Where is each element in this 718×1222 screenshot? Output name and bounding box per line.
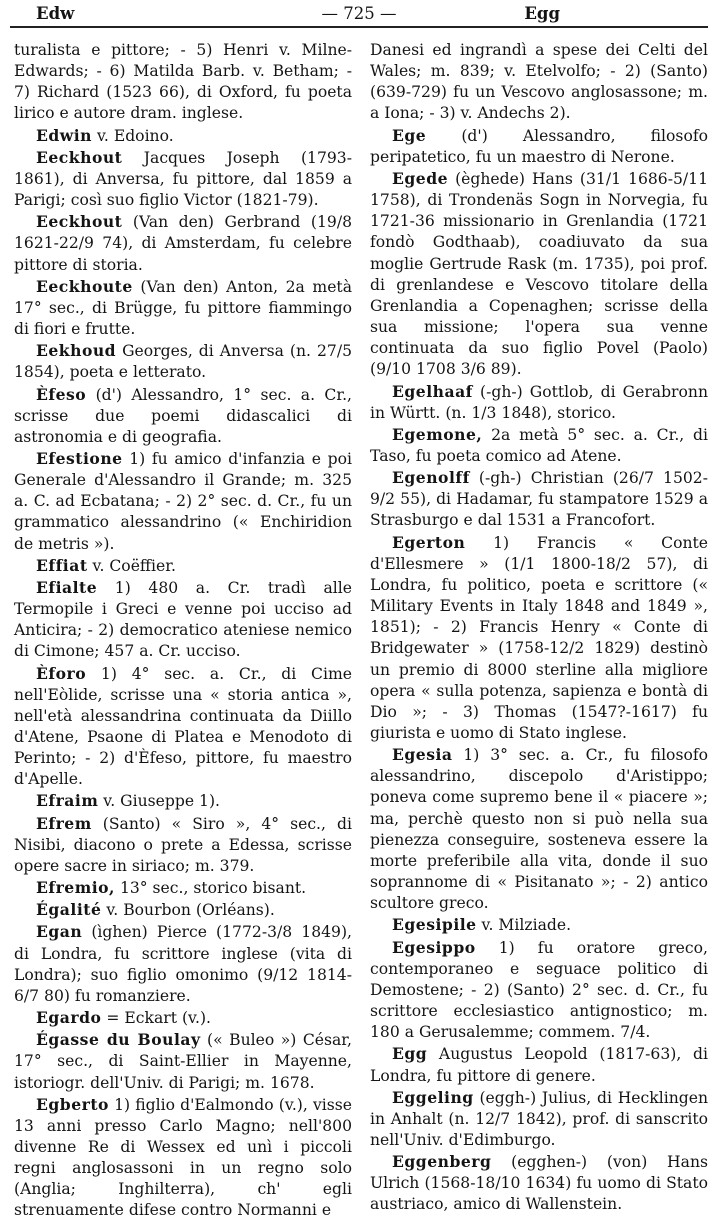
entry-headword: Edwin	[36, 125, 92, 145]
entry-headword: Eeckhoute	[36, 276, 133, 296]
dictionary-entry	[14, 877, 352, 899]
dictionary-entry	[14, 211, 352, 275]
entry-headword: Eggenberg	[392, 1152, 492, 1172]
entry-headword: Eeckhout	[36, 147, 123, 167]
entry-headword: Egardo	[36, 1008, 102, 1028]
entry-headword: Ege	[392, 125, 427, 145]
dictionary-entry	[370, 1151, 708, 1215]
dictionary-entry	[14, 147, 352, 211]
entry-headword: Eeckhout	[36, 212, 123, 232]
dictionary-entry	[370, 744, 708, 914]
entry-headword: Efestione	[36, 448, 123, 468]
dictionary-entry	[370, 168, 708, 381]
entry-headword: Efraim	[36, 791, 99, 811]
dictionary-entry	[14, 384, 352, 448]
entry-headword: Efialte	[36, 577, 98, 597]
entry-text: Jacques Joseph (1793-1861), di Anversa, fu pittore, dal 1859 a Parigi; così suo figlio Victor (1821-79).	[14, 148, 352, 210]
dictionary-entry	[370, 381, 708, 424]
entry-headword: Egan	[36, 922, 83, 942]
entry-text: v. Coëffier.	[87, 556, 176, 575]
entry-text: (eggh-) Julius, di Hecklingen in Anhalt (n. 12/7 1842), prof. di sanscrito nell'Univ. d'Edimburgo.	[370, 1088, 708, 1149]
entry-text: (Santo) « Siro », 4° sec., di Nisibi, diacono o prete a Edessa, scrisse opere sacre in siriaco; m. 379.	[14, 814, 352, 875]
entry-text: 1) figlio d'Ealmondo (v.), visse 13 anni presso Carlo Magno; nell'800 divenne Re di Wessex ed unì i piccoli regni anglosassoni in un regno solo (Anglia; Inghilterra), ch' egli strenuamente difese contro Normanni e	[14, 1095, 352, 1220]
entry-headword: Egerton	[392, 532, 466, 552]
dictionary-entry	[14, 921, 352, 1007]
dictionary-entry	[14, 1029, 352, 1093]
entry-headword: Egesia	[392, 745, 453, 765]
dictionary-entry	[370, 125, 708, 168]
entry-headword: Egemone,	[392, 424, 483, 444]
entry-text: 1) Francis « Conte d'Ellesmere » (1/1 1800-18/2 57), di Londra, fu politico, poeta e scrittore (« Military Events in Italy 1848 and 1849 », 1851); - 2) Francis Henry « Conte di Bridgewater » (1758-12/2 1829) destinò un premio di 8000 sterline alla migliore opera « sulla potenza, sapienza e bontà di Dio »; - 3) Thomas (1547?-1617) fu giurista e uomo di Stato inglese.	[370, 533, 708, 742]
entry-text: = Eckart (v.).	[101, 1009, 211, 1028]
dictionary-entry	[14, 340, 352, 383]
dictionary-entry	[14, 899, 352, 921]
entry-text: (-gh-) Christian (26/7 1502-9/2 55), di Hadamar, fu stampatore 1529 a Strasburgo e dal 1531 a Francofort.	[370, 469, 708, 530]
dictionary-entry	[370, 424, 708, 467]
entry-text: 13° sec., storico bisant.	[114, 879, 307, 898]
dictionary-entry	[370, 467, 708, 531]
entry-text: 1) 480 a. Cr. tradì alle Termopile i Greci e venne poi ucciso ad Anticira; - 2) democratico ateniese nemico di Cimone; 457 a. Cr. ucciso.	[14, 578, 352, 661]
dictionary-entry	[14, 125, 352, 147]
entry-text: (Van den) Gerbrand (19/8 1621-22/9 74), di Amsterdam, fu celebre pittore di storia.	[14, 213, 352, 274]
entry-text: (èghede) Hans (31/1 1686-5/11 1758), di Trondenäs Sogn in Norvegia, fu 1721-36 missionario in Grenlandia (1721 fondò Godthaab), coadiuvato da sua moglie Gertrude Rask (m. 1735), poi prof. di grenlandese e Vescovo titolare della Grenlandia a Copenaghen; scrisse della sua missione; l'opera sua venne continuata da suo figlio Povel (Paolo) (9/10 1708 3/6 89).	[370, 169, 708, 379]
page-number: — 725 —	[321, 4, 397, 23]
dictionary-entry	[14, 1007, 352, 1029]
dictionary-entry	[14, 577, 352, 663]
entry-headword: Égasse du Boulay	[36, 1030, 201, 1050]
entry-text: v. Bourbon (Orléans).	[101, 901, 275, 920]
dictionary-entry	[14, 1094, 352, 1222]
dictionary-entry	[14, 276, 352, 340]
entry-text: 1) 3° sec. a. Cr., fu filosofo alessandrino, discepolo d'Aristippo; poneva come supremo bene il « piacere »; ma, perchè questo non si può nella sua pienezza conseguire, sosteneva essere la morte preferibile alla vita, donde il suo soprannome di « Pisitanato »; - 2) antico scultore greco.	[370, 746, 708, 913]
entry-headword: Eggeling	[392, 1087, 474, 1107]
entry-headword: Egg	[392, 1044, 428, 1064]
entry-text: (Van den) Anton, 2a metà 17° sec., di Brügge, fu pittore fiammingo di fiori e frutte.	[14, 277, 352, 339]
entry-text: 1) 4° sec. a. Cr., di Cime nell'Eòlide, scrisse una « storia antica », nell'età alessandrina continuata da Diillo d'Atene, Psaone di Platea e Menodoto di Perinto; - 2) d'Èfeso, pittore, fu maestro d'Apelle.	[14, 664, 352, 789]
dictionary-entry	[370, 1087, 708, 1151]
entry-text: Danesi ed ingrandì a spese dei Celti del Wales; m. 839; v. Etelvolfo; - 2) (Santo) (639-729) fu un Vescovo anglosassone; m. a Iona; - 3) v. Andechs 2).	[370, 41, 708, 123]
dictionary-entry	[14, 790, 352, 812]
entry-text: (ìghen) Pierce (1772-3/8 1849), di Londra, fu scrittore inglese (vita di Londra); suo figlio omonimo (9/12 1814-6/7 80) fu romanziere.	[14, 923, 352, 1005]
dictionary-entry	[370, 40, 708, 125]
entry-headword: Égalité	[36, 900, 102, 920]
entry-text: v. Milziade.	[476, 916, 572, 935]
entry-text: 1) fu amico d'infanzia e poi Generale d'Alessandro il Grande; m. 325 a. C. ad Ecbatana; - 2) 2° sec. d. Cr., fu un grammatico alessandrino (« Enchiridion de metris »).	[14, 449, 352, 553]
entry-text: (d') Alessandro, filosofo peripatetico, fu un maestro di Nerone.	[370, 126, 708, 166]
dictionary-entry	[370, 532, 708, 745]
entry-text: turalista e pittore; - 5) Henri v. Milne-Edwards; - 6) Matilda Barb. v. Betham; - 7) Richard (1523 66), di Oxford, fu poeta lirico e autore dram. inglese.	[14, 41, 352, 123]
entry-headword: Egelhaaf	[392, 381, 473, 401]
entry-headword: Efrem	[36, 813, 92, 833]
dictionary-entry	[370, 937, 708, 1044]
running-head-left: Edw	[36, 4, 75, 23]
entry-headword: Egenolff	[392, 468, 470, 488]
entry-headword: Egesippo	[392, 937, 476, 957]
entry-text: (« Buleo ») César, 17° sec., di Saint-Ellier in Mayenne, istoriogr. dell'Univ. di Parigi; m. 1678.	[14, 1031, 352, 1092]
dictionary-entry	[14, 555, 352, 577]
entry-text: 2a metà 5° sec. a. Cr., di Taso, fu poeta comico ad Atene.	[370, 425, 708, 465]
entry-text: (d') Alessandro, 1° sec. a. Cr., scrisse due poemi didascalici di astronomia e di geografia.	[14, 385, 352, 446]
dictionary-entry	[14, 40, 352, 125]
entry-text: (egghen-) (von) Hans Ulrich (1568-18/10 1634) fu uomo di Stato austriaco, amico di Wallenstein.	[370, 1153, 708, 1214]
entry-text: Augustus Leopold (1817-63), di Londra, fu pittore di genere.	[370, 1045, 708, 1085]
dictionary-entry	[14, 813, 352, 877]
entry-headword: Effiat	[36, 555, 88, 575]
entry-text: (-gh-) Gottlob, di Gerabronn in Württ. (n. 1/3 1848), storico.	[370, 382, 708, 422]
entry-headword: Egede	[392, 168, 449, 188]
right-column	[370, 40, 708, 1216]
entry-text: 1) fu oratore greco, contemporaneo e seguace politico di Demostene; - 2) (Santo) 2° sec. d. Cr., fu scrittore ecclesiastico antignostico; m. 180 a Gerusalemme; commem. 7/4.	[370, 938, 708, 1042]
entry-headword: Èfeso	[36, 384, 87, 404]
entry-headword: Eekhoud	[36, 341, 117, 361]
entry-text: Georges, di Anversa (n. 27/5 1854), poeta e letterato.	[14, 342, 352, 382]
entry-headword: Egberto	[36, 1094, 109, 1114]
entry-headword: Èforo	[36, 663, 87, 683]
dictionary-entry	[14, 663, 352, 791]
dictionary-entry	[370, 1043, 708, 1086]
dictionary-entry	[370, 914, 708, 936]
running-head-right: Egg	[524, 4, 560, 23]
entry-text: v. Edoino.	[91, 126, 174, 145]
dictionary-entry	[14, 448, 352, 555]
entry-text: v. Giuseppe 1).	[98, 792, 221, 811]
page-header	[10, 2, 708, 28]
entry-headword: Egesipile	[392, 915, 477, 935]
entry-headword: Efremio,	[36, 878, 115, 898]
left-column	[14, 40, 352, 1222]
